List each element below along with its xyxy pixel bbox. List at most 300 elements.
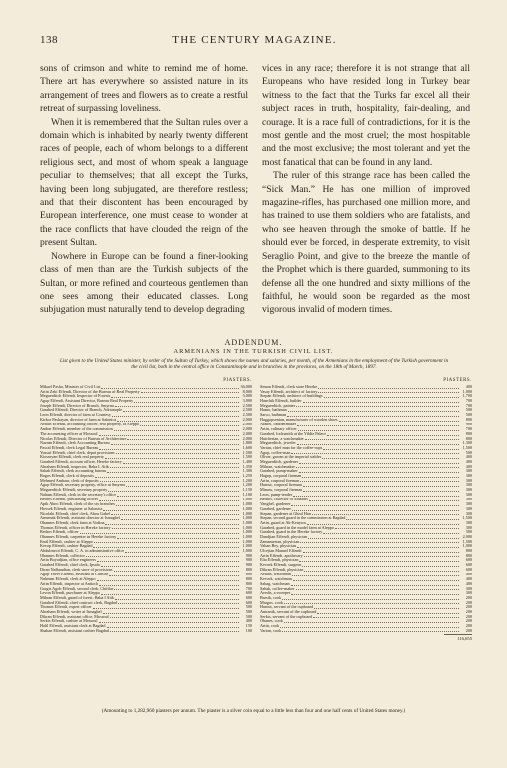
entry-amount: 2,000 xyxy=(242,436,252,441)
entry-name: Meguerditch Effendi, Inspector of Forests xyxy=(40,394,111,399)
entry-name: Stepan, gardener at Ghiul Han xyxy=(260,511,311,516)
entry-amount: 1,250 xyxy=(242,474,252,479)
entry-name: Abdulmecit Effendi, C. A. in administrative office xyxy=(40,549,125,554)
entry-name: Bedros Effendi, purchasing officer xyxy=(40,497,98,502)
entry-amount: 150 xyxy=(245,624,252,629)
entry-amount: 500 xyxy=(245,605,252,610)
leader-dots xyxy=(282,631,459,632)
entry-name: Hagop, corporal fireman xyxy=(260,474,302,479)
entry-name: Artin Boyadjian, office engineers xyxy=(40,558,96,563)
leader-dots xyxy=(309,500,459,501)
leader-dots xyxy=(97,561,239,562)
entry-amount: 200 xyxy=(465,600,472,605)
entry-amount: 2,500 xyxy=(242,403,252,408)
entry-amount: 1,200 xyxy=(242,483,252,488)
entry-name: Ulcejian Manuel Effendi xyxy=(260,549,302,554)
entry-name: Kevork Effendi, surgeon xyxy=(260,563,302,568)
entry-amount: 200 xyxy=(465,624,472,629)
entry-name: Bedros, collector of Maktars xyxy=(260,497,308,502)
entry-amount: 500 xyxy=(245,614,252,619)
entry-amount: 3,000 xyxy=(242,399,252,404)
leader-dots xyxy=(117,496,239,497)
leader-dots xyxy=(99,449,239,450)
entry-amount: 200 xyxy=(465,619,472,624)
entry-amount: 300 xyxy=(465,506,472,511)
entry-amount: 1,000 xyxy=(242,506,252,511)
entry-amount: 800 xyxy=(245,567,252,572)
leader-dots xyxy=(110,617,239,618)
entry-amount: 2,000 xyxy=(242,422,252,427)
total-amount: 116,655 xyxy=(444,634,472,641)
leader-dots xyxy=(303,402,459,403)
entry-name: Harout, servant of the cupboard xyxy=(260,605,314,610)
entry-amount: 36,000 xyxy=(240,385,252,389)
paragraph: Nowhere in Europe can be found a finer-looking class of men than are the Turkish subjects of the Sultan, or more refined and courteous gentlemen than one sees among their educated classes. Long subjugation must naturally tend to develop degrading xyxy=(40,250,248,316)
leader-dots xyxy=(287,416,459,417)
leader-dots xyxy=(118,603,239,604)
entry-amount: 300 xyxy=(465,591,472,596)
leader-dots xyxy=(317,613,459,614)
entry-name: Mehmed Ambaar, clerk of deposits xyxy=(40,478,99,483)
entry-amount: 400 xyxy=(465,581,472,586)
leader-dots xyxy=(114,589,239,590)
leader-dots xyxy=(110,631,239,632)
leader-dots xyxy=(86,556,239,557)
entry-name: Antranik, servant of the cupboard xyxy=(260,610,317,614)
entry-amount: 1,000 xyxy=(242,511,252,516)
leader-dots xyxy=(302,477,459,478)
entry-amount: 800 xyxy=(245,572,252,577)
entry-amount: 1,200 xyxy=(242,478,252,483)
entry-name: Ohannes Effendi, carpenter in Hereke factory xyxy=(40,535,117,539)
entry-name: Serkis Effendi, cashier at Mossoul xyxy=(40,619,98,624)
leader-dots xyxy=(324,397,459,398)
entry-name: Artin, corporal fireman xyxy=(260,478,299,483)
entry-name: Agop, coffee-man xyxy=(260,450,291,455)
entry-name: Agop Yaver Effendi, assistant at Chiftlar xyxy=(40,572,108,577)
entry-name: Meguerditch, gardener xyxy=(260,460,299,464)
entry-amount: 200 xyxy=(465,628,472,633)
entry-name: Nicolas Effendi, Director of Bureau of Architecture xyxy=(40,436,127,441)
leader-dots xyxy=(293,580,459,581)
entry-name: Nazum Effendi, clerk Accounting Bureau xyxy=(40,441,110,446)
entry-name: Artin, culinary officer xyxy=(260,427,297,432)
entry-amount: 1,300 xyxy=(462,441,472,446)
entry-name: Nicolaki Effendi, chief clerk, Abou Gabel xyxy=(40,511,111,516)
leader-dots xyxy=(346,519,459,520)
leader-dots xyxy=(107,472,239,473)
entry-amount: 1,400 xyxy=(242,460,252,464)
leader-dots xyxy=(292,575,459,576)
entry-name: Mihran Effendi, guard of forest, Baba I Atik xyxy=(40,595,114,600)
entry-amount: 1,800 xyxy=(242,441,252,446)
entry-name: Garabed, pump-maker xyxy=(260,469,298,474)
leader-dots xyxy=(115,406,239,407)
table-row xyxy=(40,629,252,634)
magazine-title: THE CENTURY MAGAZINE. xyxy=(172,34,337,46)
leader-dots xyxy=(297,547,459,548)
entry-name: Hanchik Effendi, builder xyxy=(260,399,302,404)
leader-dots xyxy=(307,524,459,525)
entry-name: The accounting officer at Mossoul xyxy=(40,431,98,436)
running-head xyxy=(40,34,469,48)
entry-amount: 800 xyxy=(465,549,472,554)
entry-name: Garabed, gardener xyxy=(260,506,291,511)
leader-dots xyxy=(126,486,239,487)
right-column xyxy=(262,62,470,330)
leader-dots xyxy=(308,538,459,539)
entry-amount: 1,000 xyxy=(242,544,252,549)
entry-name: Garabed, guard in the Hereke factory xyxy=(260,530,323,535)
entry-amount: 800 xyxy=(465,431,472,436)
entry-name: Stepan Effendi, architect of buildings xyxy=(260,394,323,399)
leader-dots xyxy=(299,561,459,562)
entry-amount: 300 xyxy=(465,525,472,530)
leader-dots xyxy=(299,463,459,464)
entry-name: Artin, guard at Ak-Kenyros xyxy=(260,520,307,525)
entry-name: Levon Effendi, purchaser at Aleppo xyxy=(40,591,100,596)
article-body xyxy=(40,62,470,330)
entry-amount: 1,300 xyxy=(242,469,252,474)
leader-dots xyxy=(305,439,459,440)
leader-dots xyxy=(134,402,239,403)
leader-dots xyxy=(123,463,239,464)
leader-dots xyxy=(93,608,239,609)
entry-name: Meguerditch, painter xyxy=(260,403,296,408)
entry-amount: 1,000 xyxy=(242,516,252,521)
entry-name: Gorgis Agob Effendi, second clerk, Chiftlar xyxy=(40,586,114,591)
entry-name: Emil Effendi, cashier at Aleppo xyxy=(40,539,93,544)
leader-dots xyxy=(108,491,239,492)
entry-amount: 300 xyxy=(465,488,472,493)
footnote: (Amounting to 1,282,960 piasters per annum. The piaster is a silver coin equal to a little less than four and one half cents of United States money.) xyxy=(101,708,406,714)
entry-name: Mihran, watchmaker xyxy=(260,464,295,469)
leader-dots xyxy=(127,439,239,440)
leader-dots xyxy=(103,510,239,511)
entry-name: Minass, corporal fireman xyxy=(260,488,303,493)
page-number: 138 xyxy=(40,34,58,46)
entry-name: Ohannes Effendi, clerk farm at Vodina xyxy=(40,520,105,525)
leader-dots xyxy=(115,599,239,600)
leader-dots xyxy=(312,514,459,515)
entry-amount: 1,500 xyxy=(462,539,472,544)
entry-amount: 2,000 xyxy=(462,535,472,539)
entry-name: Vartan, chief man for the coffee-cups xyxy=(260,445,323,450)
leader-dots xyxy=(313,617,459,618)
entry-amount: 600 xyxy=(465,558,472,563)
paragraph: sons of crimson and white to remind me of home. There art has everywhere so assisted nature in its arrangement of trees and flowers as to create a restful retreat of surpassing loveliness. xyxy=(40,63,248,115)
leader-dots xyxy=(296,467,459,468)
entry-name: Garabed, locksmith at the Yildiz Palace xyxy=(260,431,327,436)
entry-amount: 1,000 xyxy=(242,530,252,535)
entry-amount: 2,000 xyxy=(242,417,252,422)
leader-dots xyxy=(288,411,459,412)
entry-name: Hamo, bathman xyxy=(260,408,287,413)
entry-name: Hovsek Effendi, engineer at Salonica xyxy=(40,506,103,511)
leader-dots xyxy=(298,430,459,431)
entry-amount: 500 xyxy=(465,408,472,413)
entry-name: Garabed Effendi, account officer, Hereke factory xyxy=(40,460,122,464)
entry-name: Abraham Effendi, writer at Ismaghel xyxy=(40,610,102,614)
table-row xyxy=(260,629,472,634)
entry-amount: 1,500 xyxy=(462,516,472,521)
entry-name: Mikael Pasha, Minister of Civil List xyxy=(40,385,101,389)
entry-amount: 1,500 xyxy=(242,455,252,460)
entry-amount: 500 xyxy=(245,610,252,614)
right-table xyxy=(260,378,472,696)
entry-amount: 300 xyxy=(465,502,472,507)
entry-amount: 8,000 xyxy=(242,389,252,394)
entry-amount: 1,000 xyxy=(242,497,252,502)
leader-dots xyxy=(284,603,459,604)
leader-dots xyxy=(112,528,239,529)
entry-amount: 1,500 xyxy=(462,445,472,450)
column-header: PIASTERS. xyxy=(443,378,472,383)
column-header: PIASTERS. xyxy=(223,378,252,383)
entry-name: Sahag, watchman xyxy=(260,581,290,586)
entry-name: Stepan, second guard in the commission at Bagdad xyxy=(260,516,346,521)
leader-dots xyxy=(293,496,459,497)
leader-dots xyxy=(323,533,459,534)
entry-amount: 300 xyxy=(465,478,472,483)
entry-amount: 300 xyxy=(465,474,472,479)
leader-dots xyxy=(327,435,459,436)
entry-name: Garabed Effendi, chief clerk, Ipsala xyxy=(40,563,100,568)
entry-amount: 800 xyxy=(245,577,252,582)
entry-name: Pascal Effendi, clerk Legal Bureau xyxy=(40,445,99,450)
entry-name: Vasay Effendi, architect of factory xyxy=(260,389,318,394)
leader-dots xyxy=(116,505,239,506)
entry-amount: 1,150 xyxy=(242,488,252,493)
leader-dots xyxy=(303,491,459,492)
entry-amount: 1,000 xyxy=(242,502,252,507)
leader-dots xyxy=(117,538,239,539)
entry-amount: 700 xyxy=(245,586,252,591)
leader-dots xyxy=(93,547,239,548)
entry-name: Bogos Effendi, clerk of deposits xyxy=(40,474,95,479)
leader-dots xyxy=(101,566,239,567)
leader-dots xyxy=(114,571,239,572)
leader-dots xyxy=(280,627,459,628)
entry-amount: 1,500 xyxy=(242,450,252,455)
leader-dots xyxy=(339,421,459,422)
leader-dots xyxy=(296,406,459,407)
leader-dots xyxy=(116,453,239,454)
leader-dots xyxy=(296,589,459,590)
leader-dots xyxy=(304,556,459,557)
entry-amount: 1,000 xyxy=(242,535,252,539)
entry-amount: 1,000 xyxy=(242,549,252,554)
entry-name: Thomas Effendi, expert officer xyxy=(40,605,92,610)
entry-name: Andon Effendi, member of the commission xyxy=(40,427,113,432)
entry-name: Oliver, groom at the imperial stables xyxy=(260,455,322,460)
leader-dots xyxy=(105,458,239,459)
entry-amount: 900 xyxy=(465,422,472,427)
leader-dots xyxy=(302,566,459,567)
leader-dots xyxy=(107,627,239,628)
entry-name: Zamamerian, physician xyxy=(260,539,300,544)
entry-name: Bedros Effendi, officer xyxy=(40,530,79,535)
entry-amount: 600 xyxy=(245,595,252,600)
entry-name: Meguerditch Effendi, secretary property xyxy=(40,488,108,493)
paragraph: The ruler of this strange race has been called the “Sick Man.” He has one million of improved magazine-rifles, has purchased one million more, and has trained to use them soldiers who are fatalists, and who see heaven through the smoke of battle. If he should ever be forced, in desperate extremity, to visit Seraglio Point, and give to the breeze the mantle of the Prophet which is there guarded, summoning to its defense all the one hundred and sixty millions of the faithful, he would soon be regarded as the most vigorous invalid of modern times. xyxy=(262,170,470,316)
entry-amount: 300 xyxy=(465,520,472,525)
leader-dots xyxy=(101,388,239,389)
entry-amount: 200 xyxy=(465,595,472,600)
entry-name: Elia Effendi, physician xyxy=(260,558,299,563)
entry-name: Artin Effendi, inspector at Antioch xyxy=(40,581,99,586)
entry-amount: 400 xyxy=(465,385,472,389)
entry-name: Vartan, cook xyxy=(260,628,282,633)
leader-dots xyxy=(97,580,239,581)
entry-amount: 500 xyxy=(465,450,472,455)
leader-dots xyxy=(100,481,239,482)
leader-dots xyxy=(117,421,239,422)
entry-amount: 300 xyxy=(465,511,472,516)
entry-name: Barsik, cook xyxy=(260,595,282,600)
entry-name: Agop Effendi, secretary property, office at Smyrna xyxy=(40,483,125,488)
leader-dots xyxy=(141,392,239,393)
entry-amount: 2,500 xyxy=(242,408,252,413)
leader-dots xyxy=(111,514,239,515)
leader-dots xyxy=(300,542,459,543)
leader-dots xyxy=(292,510,459,511)
leader-dots xyxy=(297,444,459,445)
entry-name: Thomas Effendi, officer in Hereke factory xyxy=(40,525,111,530)
entry-name: Nahum Effendi, clerk in the secretary's office xyxy=(40,492,117,497)
entry-amount: 700 xyxy=(465,403,472,408)
entry-amount: 500 xyxy=(465,413,472,418)
entry-name: Diran Nalbandian, clerk store of provisions xyxy=(40,567,113,572)
leader-dots xyxy=(318,388,459,389)
entry-amount: 1,000 xyxy=(242,520,252,525)
entry-name: Avadis, watchman xyxy=(260,572,291,577)
entry-name: Ohannes Effendi, collector xyxy=(40,553,85,558)
entry-name: Kirkor Pashayan, director of farm at Salonica xyxy=(40,417,117,422)
entry-amount: 200 xyxy=(465,605,472,610)
entry-amount: 400 xyxy=(245,619,252,624)
leader-dots xyxy=(99,500,239,501)
entry-name: Dikran Effendi, physician xyxy=(260,567,304,572)
leader-dots xyxy=(95,477,239,478)
entry-name: Avedis, a sweeper xyxy=(260,591,291,596)
entry-amount: 900 xyxy=(245,553,252,558)
leader-dots xyxy=(99,585,239,586)
leader-dots xyxy=(323,449,459,450)
leader-dots xyxy=(282,599,459,600)
entry-name: Serkis, servant of the cupboard xyxy=(260,614,312,619)
entry-amount: 300 xyxy=(465,497,472,502)
addendum-note: List given to the United States minister, by order of the Sultan of Turkey, which shows the names and salaries, per month, of the Armenians in the employment of the Turkish government in the civil list, both in the central office in Constantinople and in branches in the provinces, on the 18th of March, 1897. xyxy=(59,358,449,371)
entry-name: Haggopsenian, manufacturer of wooden shoes xyxy=(260,417,338,422)
leader-dots xyxy=(291,453,459,454)
entry-name: Simon Effendi, clerk store Hereke xyxy=(260,385,318,389)
entry-name: Margos, cook xyxy=(260,600,283,605)
leader-dots xyxy=(125,552,239,553)
entry-name: Abraham Effendi, inspector, Baba I. Atik xyxy=(40,464,109,469)
entry-name: Artin Effendi, apothecary xyxy=(260,553,303,558)
leader-dots xyxy=(121,519,239,520)
entry-name: Nahoum Effendi, clerk at Aleppo xyxy=(40,577,96,582)
leader-dots xyxy=(284,622,459,623)
leader-dots xyxy=(291,594,459,595)
entry-amount: 300 xyxy=(465,586,472,591)
entry-name: Garabed Effendi, Director of Branch, Adrianople xyxy=(40,408,123,413)
leader-dots xyxy=(101,594,239,595)
entry-amount: 400 xyxy=(465,464,472,469)
leader-dots xyxy=(112,416,239,417)
entry-amount: 200 xyxy=(465,614,472,619)
entry-name: Dikran Effendi, assistant office, Mossoul xyxy=(40,614,109,619)
entry-amount: 1,350 xyxy=(242,464,252,469)
entry-name: Harout, corporal fireman xyxy=(260,483,302,488)
leader-dots xyxy=(303,552,459,553)
entry-amount: 2,000 xyxy=(242,427,252,432)
entry-amount: 800 xyxy=(465,436,472,441)
entry-amount: 300 xyxy=(465,492,472,497)
entry-name: Meguerditch, jeweler xyxy=(260,441,296,446)
leader-dots xyxy=(322,458,459,459)
leader-dots xyxy=(114,430,239,431)
leader-dots xyxy=(111,444,239,445)
entry-amount: 400 xyxy=(465,577,472,582)
leader-dots xyxy=(303,486,459,487)
entry-amount: 600 xyxy=(245,600,252,605)
entry-name: Arakel, cabinetmaker xyxy=(260,422,297,427)
leader-dots xyxy=(291,585,459,586)
entry-name: Joseph Effendi, Director of Branch, Smyrna xyxy=(40,403,114,408)
entry-name: Artin Zeki Effendi, Director of the Bureau of Real Property xyxy=(40,389,140,394)
entry-name: Vahan Bey, physician xyxy=(260,544,297,549)
entry-amount: 2,500 xyxy=(242,413,252,418)
entry-name: Ohanes, cook xyxy=(260,619,283,624)
leader-dots xyxy=(110,467,239,468)
entry-name: Leon Effendi, director of farm at Courtesy xyxy=(40,413,111,418)
leader-dots xyxy=(111,397,239,398)
entry-name: Kiosseyan Effendi, clerk real property xyxy=(40,455,104,460)
leader-dots xyxy=(94,542,239,543)
leader-dots xyxy=(99,622,240,623)
entry-amount: 1,000 xyxy=(242,525,252,530)
entry-amount: 1,600 xyxy=(242,445,252,450)
entry-name: Agop Effendi, Assistant Director, Bureau Real Property xyxy=(40,399,134,404)
entry-name: Artin, cook xyxy=(260,624,280,629)
entry-name: Vanghel, gardener xyxy=(260,502,291,507)
entry-name: Sarco, bathman xyxy=(260,413,287,418)
entry-name: Apik Aboo Effendi, clerk of the six branches xyxy=(40,502,116,507)
leader-dots xyxy=(109,575,239,576)
entry-amount: 900 xyxy=(245,563,252,568)
left-column xyxy=(40,62,248,330)
entry-name: Shahan Effendi, assistant cashier Bagdad xyxy=(40,628,109,633)
entry-amount: 300 xyxy=(465,483,472,488)
addendum-title: ADDENDUM. xyxy=(224,338,283,347)
entry-amount: 600 xyxy=(465,563,472,568)
entry-amount: 300 xyxy=(465,469,472,474)
entry-name: Halil Effendi, assistant clerk at Bagdad xyxy=(40,624,106,629)
leader-dots xyxy=(140,425,239,426)
entry-amount: 800 xyxy=(465,553,472,558)
leader-dots xyxy=(105,524,239,525)
leader-dots xyxy=(99,435,239,436)
entry-amount: 600 xyxy=(245,591,252,596)
entry-amount: 1,100 xyxy=(242,492,252,497)
leader-dots xyxy=(123,411,239,412)
entry-amount: 800 xyxy=(245,581,252,586)
entry-amount: 100 xyxy=(245,628,252,633)
entry-name: Avadis Effendi, accounting officer, real property, at Aleppo xyxy=(40,422,140,427)
entry-name: Armenak Effendi, assistant director at Ismaghel xyxy=(40,516,120,521)
